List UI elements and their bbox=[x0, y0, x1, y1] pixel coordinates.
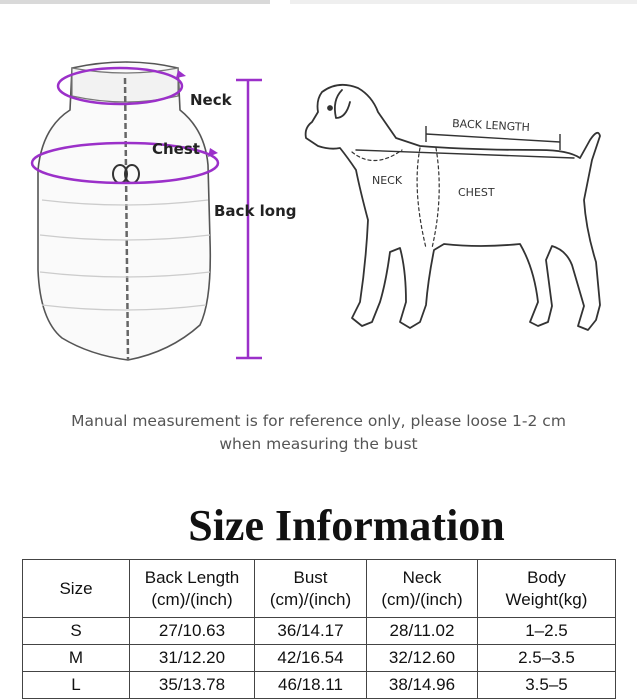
header-body-weight: Body Weight(kg) bbox=[478, 560, 616, 618]
vest-back-label: Back long bbox=[214, 202, 297, 220]
cell-body-weight: 2.5–3.5 bbox=[478, 645, 616, 672]
header-back-length: Back Length (cm)/(inch) bbox=[130, 560, 255, 618]
table-row bbox=[23, 672, 616, 699]
table-row bbox=[23, 618, 616, 645]
dog-chest-ring-back bbox=[432, 148, 439, 248]
cell-bust: 36/14.17 bbox=[255, 618, 367, 645]
header-bust: Bust (cm)/(inch) bbox=[255, 560, 367, 618]
note-line-2: when measuring the bust bbox=[219, 435, 418, 453]
cell-size: S bbox=[23, 618, 130, 645]
note-line-1: Manual measurement is for reference only, please loose 1-2 cm bbox=[71, 412, 566, 430]
cell-body-weight: 1–2.5 bbox=[478, 618, 616, 645]
header-size: Size bbox=[23, 560, 130, 618]
cell-back-length: 31/12.20 bbox=[130, 645, 255, 672]
dog-eye bbox=[328, 106, 332, 110]
cell-neck: 32/12.60 bbox=[367, 645, 478, 672]
size-information-title: Size Information bbox=[188, 501, 505, 550]
dog-back-length-label: BACK LENGTH bbox=[451, 117, 531, 135]
cell-back-length: 35/13.78 bbox=[130, 672, 255, 699]
cell-bust: 46/18.11 bbox=[255, 672, 367, 699]
size-table-header-row bbox=[23, 560, 616, 618]
cell-size: M bbox=[23, 645, 130, 672]
dog-chest-label: CHEST bbox=[458, 186, 495, 199]
dog-chest-ring bbox=[417, 148, 426, 248]
cell-neck: 38/14.96 bbox=[367, 672, 478, 699]
size-table bbox=[22, 559, 616, 699]
vest-neck-label: Neck bbox=[190, 91, 232, 109]
cell-size: L bbox=[23, 672, 130, 699]
cell-back-length: 27/10.63 bbox=[130, 618, 255, 645]
cell-bust: 42/16.54 bbox=[255, 645, 367, 672]
dog-neck-label: NECK bbox=[372, 174, 403, 187]
dog-back-line bbox=[356, 150, 574, 158]
cell-neck: 28/11.02 bbox=[367, 618, 478, 645]
table-row bbox=[23, 645, 616, 672]
measurement-note bbox=[0, 410, 637, 456]
cell-body-weight: 3.5–5 bbox=[478, 672, 616, 699]
vest-illustration bbox=[32, 62, 297, 360]
vest-chest-label: Chest bbox=[152, 140, 200, 158]
dog-ear bbox=[335, 90, 350, 118]
header-neck: Neck (cm)/(inch) bbox=[367, 560, 478, 618]
